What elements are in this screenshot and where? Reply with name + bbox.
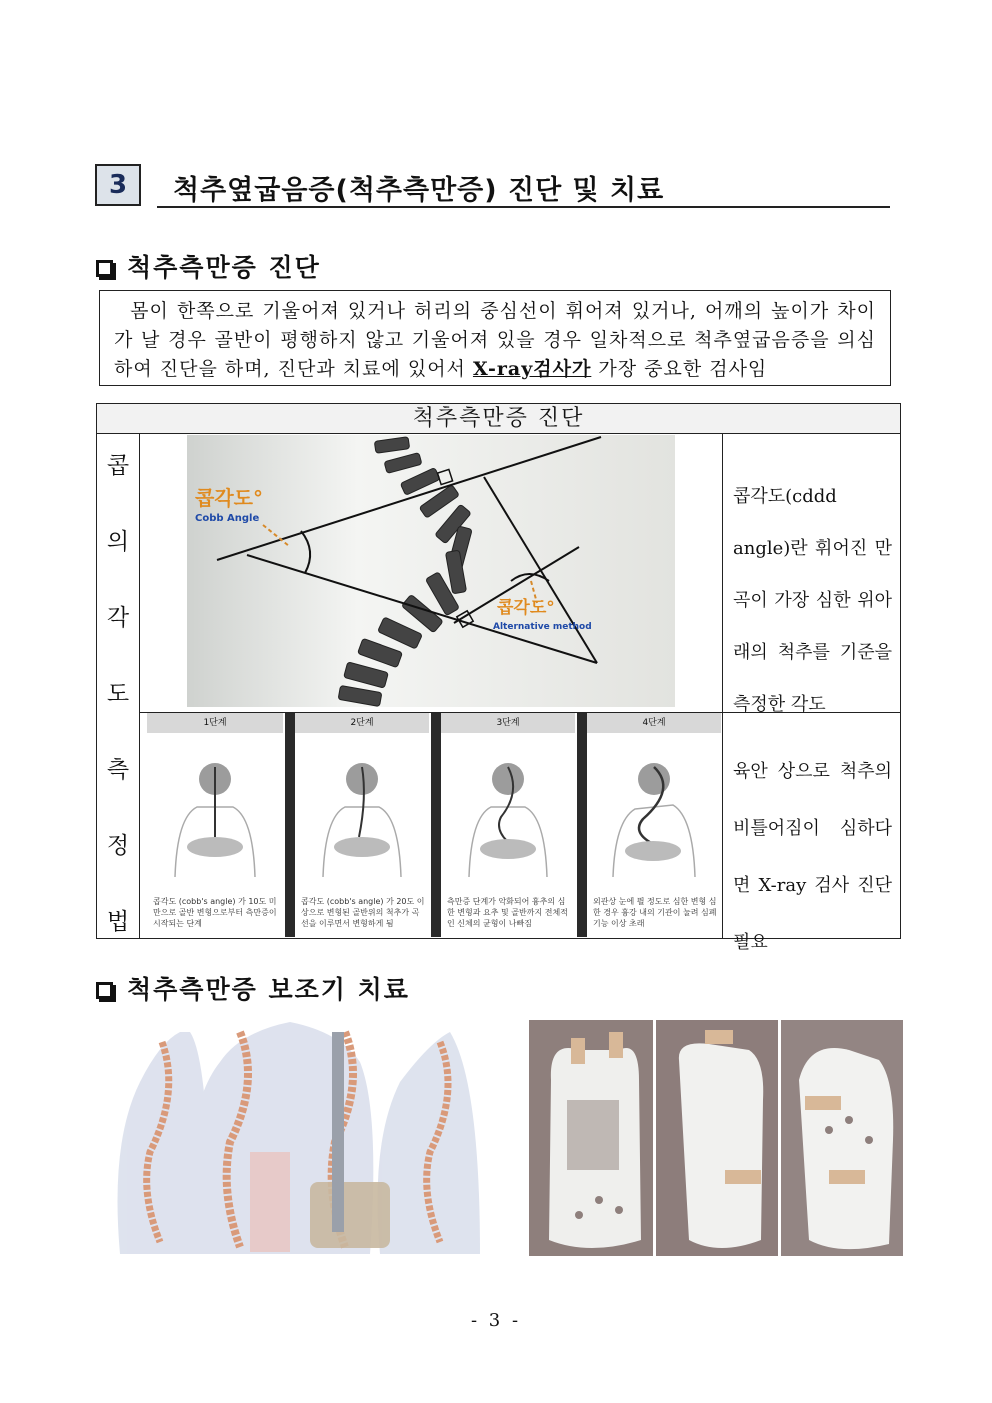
intro-highlight-text: X-ray검사가 bbox=[472, 358, 592, 380]
side-label-char: 정 bbox=[106, 833, 130, 859]
stage-label: 2단계 bbox=[295, 713, 429, 733]
stage-back-illustration bbox=[441, 737, 575, 877]
checkbox-bullet-icon bbox=[96, 260, 113, 277]
stage-label: 4단계 bbox=[587, 713, 721, 733]
section-title: 척추옆굽음증(척추측만증) 진단 및 치료 bbox=[173, 175, 665, 206]
cobb-angle-diagram bbox=[139, 433, 723, 713]
cobb-label-en: Cobb Angle bbox=[195, 513, 260, 524]
intro-tail-text: 가장 중요한 검사임 bbox=[591, 358, 768, 380]
side-label-char: 콥 bbox=[106, 453, 130, 479]
alt-label-en: Alternative method bbox=[493, 622, 592, 632]
stage-caption: 측만증 단계가 악화되어 흉추의 심한 변형과 요추 및 골반까지 전체적인 신체의 균형이 나빠짐 bbox=[447, 897, 568, 928]
section-underline bbox=[157, 206, 890, 208]
diagnosis-heading bbox=[96, 248, 321, 284]
stages-strip bbox=[147, 713, 721, 937]
stage-separator bbox=[285, 713, 295, 937]
stage-label: 3단계 bbox=[441, 713, 575, 733]
stage-back-illustration bbox=[295, 737, 429, 877]
side-label-char: 법 bbox=[106, 909, 130, 935]
cobb-label-kr: 콥각도° bbox=[195, 486, 263, 510]
alt-label-kr: 콥각도° bbox=[497, 598, 555, 618]
scoliosis-stages-image-cell bbox=[139, 713, 723, 938]
side-label-char: 측 bbox=[106, 757, 130, 783]
stages-description: 육안 상으로 척추의 비틀어짐이 심하다면 X-ray 검사 진단 필요 bbox=[733, 761, 892, 953]
intro-main-text: 몸이 한쪽으로 기울어져 있거나 허리의 중심선이 휘어져 있거나, 어깨의 높이가 차이가 날 경우 골반이 평행하지 않고 기울어져 있을 경우 일차적으로 척추옆굽음증을 의심하여 진단을 하며, 진단과 치료에 있어서 bbox=[114, 300, 876, 380]
stage-caption: 콥각도 (cobb's angle) 가 20도 이상으로 변형된 골반위의 척추가 곡선을 이루면서 변형하게 됨 bbox=[301, 897, 425, 928]
diagnosis-table bbox=[96, 403, 901, 953]
side-label-char: 의 bbox=[106, 529, 130, 555]
stage-caption: 외관상 눈에 띌 정도로 심한 변형 심한 경우 흉강 내의 기관이 눌려 심폐기능 이상 초래 bbox=[593, 897, 717, 928]
cobb-angle-image-cell bbox=[139, 433, 723, 713]
checkbox-bullet-icon bbox=[96, 982, 113, 999]
brace-photos bbox=[529, 1020, 903, 1256]
stage-back-illustration bbox=[147, 737, 283, 877]
stage-separator bbox=[577, 713, 587, 937]
stage-label: 1단계 bbox=[147, 713, 283, 733]
stage-panel bbox=[295, 713, 429, 937]
side-label-char: 도 bbox=[106, 681, 130, 707]
diagnosis-intro-box bbox=[99, 290, 891, 386]
stage-caption: 콥각도 (cobb's angle) 가 10도 미만으로 골반 변형으로부터 측만증이 시작되는 단계 bbox=[153, 897, 277, 928]
stage-panel bbox=[587, 713, 721, 937]
brace-spine-illustration bbox=[110, 1022, 480, 1254]
brace-heading-text: 척추측만증 보조기 치료 bbox=[127, 975, 410, 1004]
stage-separator bbox=[431, 713, 441, 937]
stage-back-illustration bbox=[587, 737, 721, 877]
side-label-column bbox=[97, 433, 140, 938]
stage-panel bbox=[147, 713, 283, 937]
side-label-char: 각 bbox=[106, 605, 130, 631]
section-header bbox=[95, 164, 890, 210]
table-title: 척추측만증 진단 bbox=[97, 404, 900, 434]
cobb-angle-description: 콥각도(cddd angle)란 휘어진 만곡이 가장 심한 위아래의 척추를 기준을 측정한 각도 bbox=[723, 433, 900, 713]
section-number: 3 bbox=[95, 164, 141, 206]
stage-panel bbox=[441, 713, 575, 937]
brace-heading bbox=[96, 970, 410, 1006]
diagnosis-heading-text: 척추측만증 진단 bbox=[127, 253, 321, 282]
page-number: - 3 - bbox=[470, 1310, 522, 1331]
